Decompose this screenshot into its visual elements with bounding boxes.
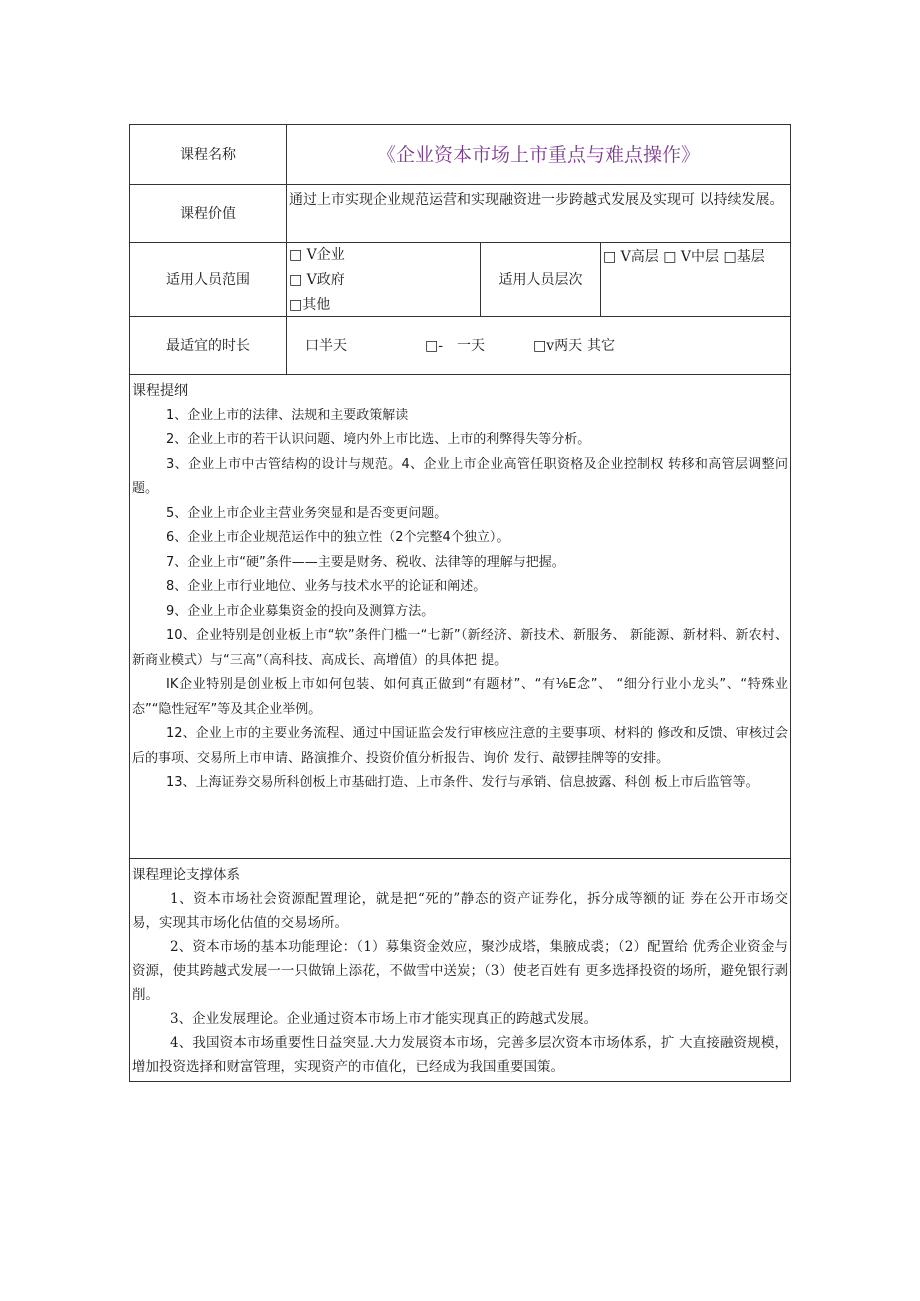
outline-item: 8、企业上市行业地位、业务与技术水平的论证和阐述。: [166, 579, 487, 594]
course-value-label: 课程价值: [130, 185, 287, 242]
theory-item: 2、资本市场的基本功能理论：（1）募集资金效应，聚沙成塔，集腋成裘；（2）配置给 优秀企业资金与资源，使其跨越式发展一一只做锦上添花，不做雪中送炭；（3）使老百姓有 更多选择投资的场所，避免银行剥削。: [132, 939, 788, 1003]
course-title: 《企业资本市场上市重点与难点操作》: [376, 143, 700, 166]
outline-item: 5、企业上市企业主营业务突显和是否变更问题。: [166, 505, 448, 521]
duration-label: 最适宜的时长: [130, 317, 287, 374]
scope-option-enterprise: □ V企业: [289, 247, 345, 263]
audience-level-label: 适用人员层次: [481, 243, 601, 316]
audience-level-options: □ V高层 □ V中层 □基层: [603, 249, 765, 265]
course-outline: [130, 375, 790, 859]
theory-item: 4、我国资本市场重要性日益突显.大力发展资本市场，完善多层次资本市场体系，扩 大直接融资规模，增加投资选择和财富管理，实现资产的市值化，已经成为我国重要国策。: [132, 1035, 788, 1075]
outline-heading: 课程提纲: [132, 383, 188, 399]
scope-option-other: □其他: [289, 297, 331, 313]
audience-row: [130, 243, 790, 317]
course-name-row: [130, 125, 790, 185]
scope-option-government: □ V政府: [289, 272, 345, 288]
outline-item: 1、企业上市的法律、法规和主要政策解读: [166, 407, 409, 423]
outline-item: 3、企业上市中古管结构的设计与规范。4、企业上市企业高管任职资格及企业控制权 转移和高管层调整问题。: [132, 456, 788, 496]
outline-item: 7、企业上市“硬”条件——主要是财务、税收、法律等的理解与把握。: [166, 554, 565, 570]
outline-item: 2、企业上市的若干认识问题、境内外上市比选、上市的利弊得失等分析。: [166, 432, 591, 447]
course-value-row: [130, 185, 790, 243]
duration-option-half-day: 口半天: [305, 337, 347, 354]
theory-heading: 课程理论支撑体系: [132, 867, 240, 883]
outline-item: 13、上海证券交易所科创板上市基础打造、上市条件、发行与承销、信息披露、科创 板上市后监管等。: [166, 775, 759, 790]
duration-row: [130, 317, 790, 375]
course-value-text: 通过上市实现企业规范运营和实现融资进一步跨越式发展及实现可 以持续发展。: [289, 192, 784, 208]
theory-item: 3、企业发展理论。企业通过资本市场上市才能实现真正的跨越式发展。: [170, 1011, 598, 1027]
duration-option-one-day-box: □-: [425, 337, 443, 354]
outline-item: IK企业特别是创业板上市如何包装、如何真正做到“有题材”、“有⅛E念”、 “细分行业小龙头”、“特殊业态”“隐性冠军”等及其企业举例。: [132, 677, 788, 717]
audience-scope-label: 适用人员范围: [130, 243, 287, 316]
outline-item: 6、企业上市企业规范运作中的独立性（2个完整4个独立）。: [166, 530, 510, 545]
duration-option-other: 其它: [587, 337, 615, 354]
outline-item: 9、企业上市企业募集资金的投向及测算方法。: [166, 603, 435, 619]
duration-options: [287, 317, 790, 374]
course-name-label: 课程名称: [130, 125, 287, 184]
course-table: [129, 124, 791, 1082]
theory-item: 1、资本市场社会资源配置理论，就是把“死的”静态的资产证券化，拆分成等额的证 券在公开市场交易，实现其市场化估值的交易场所。: [132, 891, 788, 931]
outline-item: 10、企业特别是创业板上市“软”条件门槛一“七新”（新经济、新技术、新服务、 新能源、新材料、新农村、新商业模式）与“三高”（高科技、高成长、高增值）的具体把 提。: [132, 628, 788, 668]
outline-item: 12、企业上市的主要业务流程、通过中国证监会发行审核应注意的主要事项、材料的 修改和反馈、审核过会后的事项、交易所上市申请、路演推介、投资价值分析报告、询价 发行、敲锣挂牌等的安排。: [132, 726, 788, 766]
duration-option-two-days: □v两天: [533, 337, 583, 354]
theory-section: [130, 859, 790, 1081]
duration-option-one-day: 一天: [457, 337, 485, 354]
audience-scope-options: [287, 243, 481, 316]
